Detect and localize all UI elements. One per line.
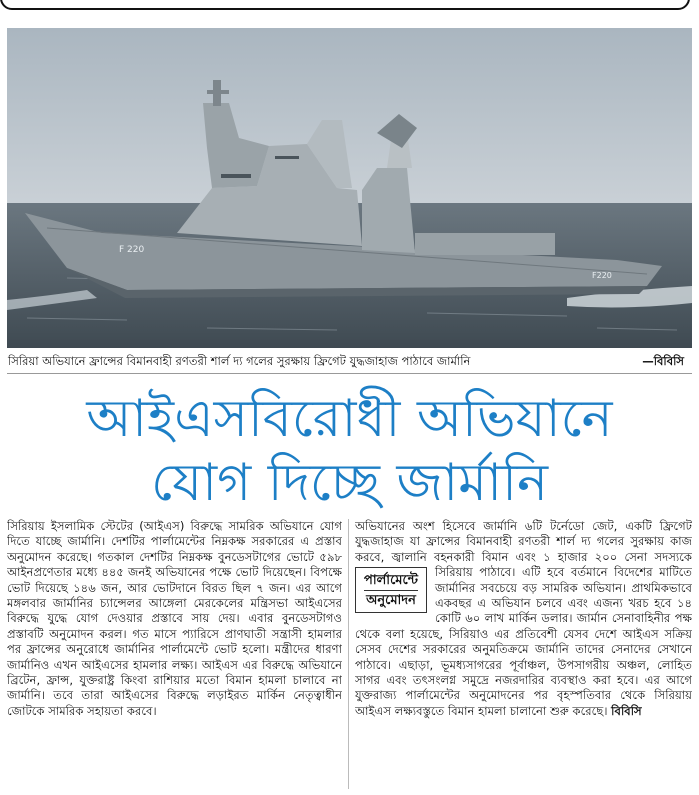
frigate-ship-icon bbox=[7, 28, 692, 348]
article-right-text bbox=[355, 519, 692, 719]
svg-text:F220: F220 bbox=[592, 271, 612, 280]
sidebox-line-1: পার্লামেন্টে bbox=[356, 571, 426, 591]
article-column-right bbox=[355, 519, 692, 791]
headline-line-1: আইএসবিরোধী অভিযানে bbox=[86, 389, 613, 449]
article-column-left bbox=[7, 519, 342, 791]
svg-text:F 220: F 220 bbox=[119, 245, 145, 255]
article-right-text-part1: অভিযানের অংশ হিসেবে জার্মানি ৬টি টর্নেডো জেট, একটি ফ্রিগেট যুদ্ধজাহাজ যা ফ্রান্সের বিমানবাহী রণতরী শার্ল দ্য গলের সুরক্ষায় কাজ করবে, জ্বালানি বহনকারী বিমান এবং ১ হাজার ২০০ সেনা সদস্যকে সিরিয়ায় পাঠাবে। এটি হবে বর্তমানে bbox=[355, 519, 692, 580]
sidebox-line-2: অনুমোদন bbox=[366, 593, 416, 609]
caption-text: সিরিয়া অভিযানে ফ্রান্সের বিমানবাহী রণতরী শার্ল দ্য গলের সুরক্ষায় ফ্রিগেট যুদ্ধজাহাজ পাঠাবে জার্মানি bbox=[8, 354, 471, 368]
photo-caption bbox=[8, 352, 690, 370]
news-photo bbox=[7, 28, 692, 348]
article-left-text: সিরিয়ায় ইসলামিক স্টেটের (আইএস) বিরুদ্ধে সামরিক অভিযানে যোগ দিতে যাচ্ছে জার্মানি। দেশটির পার্লামেন্টের নিম্নকক্ষ সরকারের এ প্রস্তাব অনুমোদন করেছে। গতকাল দেশটির নিম্নকক্ষ বুনডেসটাগের ভোটে ৫৯৮ আইনপ্রণেতার মধ্যে ৪৪৫ জনই অভিযানের পক্ষে ভোট দিয়েছেন। বিপক্ষে ভোট দিয়েছে ১৪৬ জন, আর ভোটদানে বিরত ছিল ৭ জন। এর আগে মঙ্গলবার জার্মানির চ্যান্সেলর আঙ্গেলা মেরকেলের মন্ত্রিসভা আইএসের বিরুদ্ধে যুদ্ধে যোগ দেওয়ার প্রস্তাবে সায় দেয়। এবার বুনডেসটাগও প্রস্তাবটি অনুমোদন করল। গত মাসে প্যারিসে প্রাণঘাতী সন্ত্রাসী হামলার পর ফ্রান্সের অনুরোধে জার্মানির পার্লামেন্টে ভোট হলো। মন্ত্রীদের ধারণা জার্মানিও এখন আইএসের হামলার লক্ষ্য। আইএস এর বিরুদ্ধে অভিযানে ব্রিটেন, ফ্রান্স, যুক্তরাষ্ট্র কিংবা রাশিয়ার মতো বিমান হামলা চালাবে না জার্মানি। তবে তারা আইএসের বিরুদ্ধে লড়াইরত মার্কিন নেতৃত্বাধীন জোটকে সামরিক সহায়তা করবে। bbox=[7, 519, 342, 718]
article-right-text-part2: বিদেশের মাটিতে জার্মানির সবচেয়ে বড় সামরিক অভিযান। প্রাথমিকভাবে একবছর এ অভিযান চলবে এবং এজন্য খরচ হবে ১৪ কোটি ৬০ লাখ মার্কিন ডলার। জার্মান সেনাবাহিনীর পক্ষ থেকে বলা হয়েছে, সিরিয়াও এর প্রতিবেশী যেসব দেশে আইএস সক্রিয় সেসব দেশের সরকারের অনুমতিক্রমে জার্মানি তাদের সেনাদের সেখানে পাঠাবে। এছাড়া, ভূমধ্যসাগরের পূর্বাঞ্চল, উপসাগরীয় অঞ্চল, লোহিত সাগর এবং তৎসংলগ্ন সমুদ্রে নজরদারির ব্যবস্থাও করা হবে। এর আগে যুক্তরাজ্য পার্লামেন্টের অনুমোদনের পর বৃহস্পতিবার থেকে সিরিয়ায় আইএস লক্ষ্যবস্তুতে বিমান হামলা চালানো শুরু করেছে। bbox=[355, 565, 692, 718]
caption-credit: —বিবিসি bbox=[642, 354, 684, 368]
column-divider bbox=[348, 519, 349, 789]
headline-line-2: যোগ দিচ্ছে জার্মানি bbox=[150, 453, 549, 513]
article-source: বিবিসি bbox=[611, 703, 642, 718]
caption-divider bbox=[7, 373, 692, 374]
top-border-frame bbox=[0, 0, 690, 10]
sidebox-parliament-approval bbox=[355, 567, 427, 613]
